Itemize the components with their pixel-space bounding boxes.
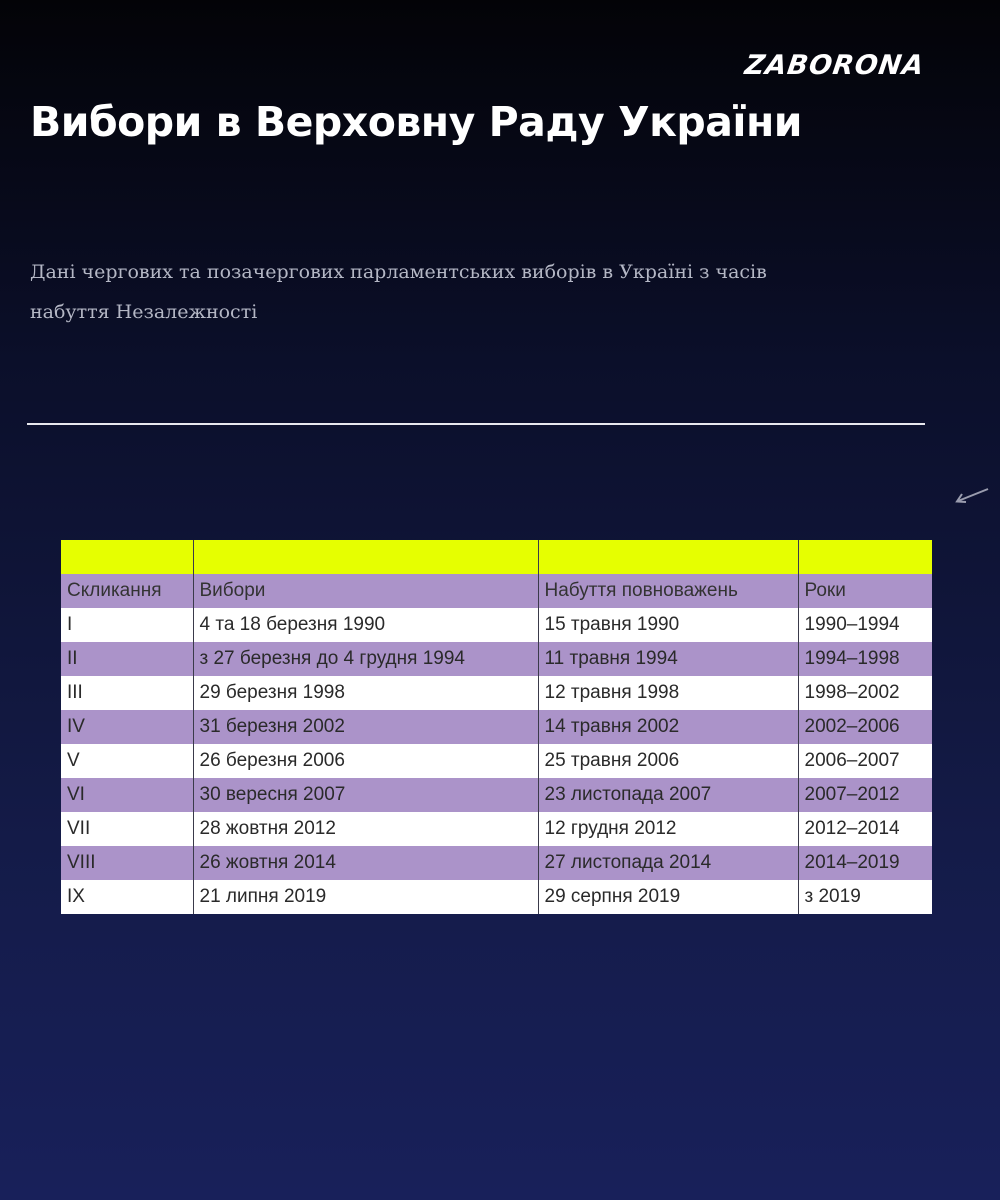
cell-convocation: IV — [61, 710, 193, 744]
cell-powers: 15 травня 1990 — [538, 608, 798, 642]
cell-powers: 11 травня 1994 — [538, 642, 798, 676]
table-row — [61, 778, 932, 812]
cell-convocation: III — [61, 676, 193, 710]
cell-powers: 14 травня 2002 — [538, 710, 798, 744]
cell-elections: 30 вересня 2007 — [193, 778, 538, 812]
table-header-row — [61, 574, 932, 608]
cell-powers: 12 грудня 2012 — [538, 812, 798, 846]
cell-elections: з 27 березня до 4 грудня 1994 — [193, 642, 538, 676]
header-years: Роки — [798, 574, 932, 608]
page-title: Вибори в Верховну Раду України — [30, 98, 803, 146]
cell-powers: 29 серпня 2019 — [538, 880, 798, 914]
elections-table — [61, 540, 932, 914]
cell-years: 2002–2006 — [798, 710, 932, 744]
cell-elections: 4 та 18 березня 1990 — [193, 608, 538, 642]
cell-years: 1990–1994 — [798, 608, 932, 642]
cell-powers: 25 травня 2006 — [538, 744, 798, 778]
brand-logo: ZABORONA — [742, 50, 927, 81]
header-convocation: Скликання — [61, 574, 193, 608]
cell-convocation: II — [61, 642, 193, 676]
cell-elections: 21 липня 2019 — [193, 880, 538, 914]
accent-cell — [798, 540, 932, 574]
table-accent-row — [61, 540, 932, 574]
page-subtitle: Дані чергових та позачергових парламентських виборів в Україні з часів набуття Незалежності — [30, 261, 767, 323]
table-row — [61, 846, 932, 880]
cell-years: 2012–2014 — [798, 812, 932, 846]
cell-convocation: VIII — [61, 846, 193, 880]
accent-cell — [193, 540, 538, 574]
cell-years: 2014–2019 — [798, 846, 932, 880]
table-row — [61, 642, 932, 676]
cell-years: 1998–2002 — [798, 676, 932, 710]
cell-elections: 29 березня 1998 — [193, 676, 538, 710]
arrow-icon — [952, 486, 990, 506]
header-elections: Вибори — [193, 574, 538, 608]
cell-powers: 27 листопада 2014 — [538, 846, 798, 880]
cell-convocation: VI — [61, 778, 193, 812]
cell-powers: 23 листопада 2007 — [538, 778, 798, 812]
table-row — [61, 676, 932, 710]
header-powers: Набуття повноважень — [538, 574, 798, 608]
cell-elections: 31 березня 2002 — [193, 710, 538, 744]
cell-elections: 26 жовтня 2014 — [193, 846, 538, 880]
cell-elections: 28 жовтня 2012 — [193, 812, 538, 846]
table-row — [61, 710, 932, 744]
divider — [27, 423, 925, 425]
table-row — [61, 608, 932, 642]
table-row — [61, 744, 932, 778]
cell-convocation: V — [61, 744, 193, 778]
cell-convocation: VII — [61, 812, 193, 846]
cell-convocation: I — [61, 608, 193, 642]
cell-convocation: IX — [61, 880, 193, 914]
cell-years: 2006–2007 — [798, 744, 932, 778]
cell-years: 2007–2012 — [798, 778, 932, 812]
table-row — [61, 880, 932, 914]
cell-years: 1994–1998 — [798, 642, 932, 676]
cell-years: з 2019 — [798, 880, 932, 914]
table-row — [61, 812, 932, 846]
cell-powers: 12 травня 1998 — [538, 676, 798, 710]
cell-elections: 26 березня 2006 — [193, 744, 538, 778]
accent-cell — [538, 540, 798, 574]
accent-cell — [61, 540, 193, 574]
